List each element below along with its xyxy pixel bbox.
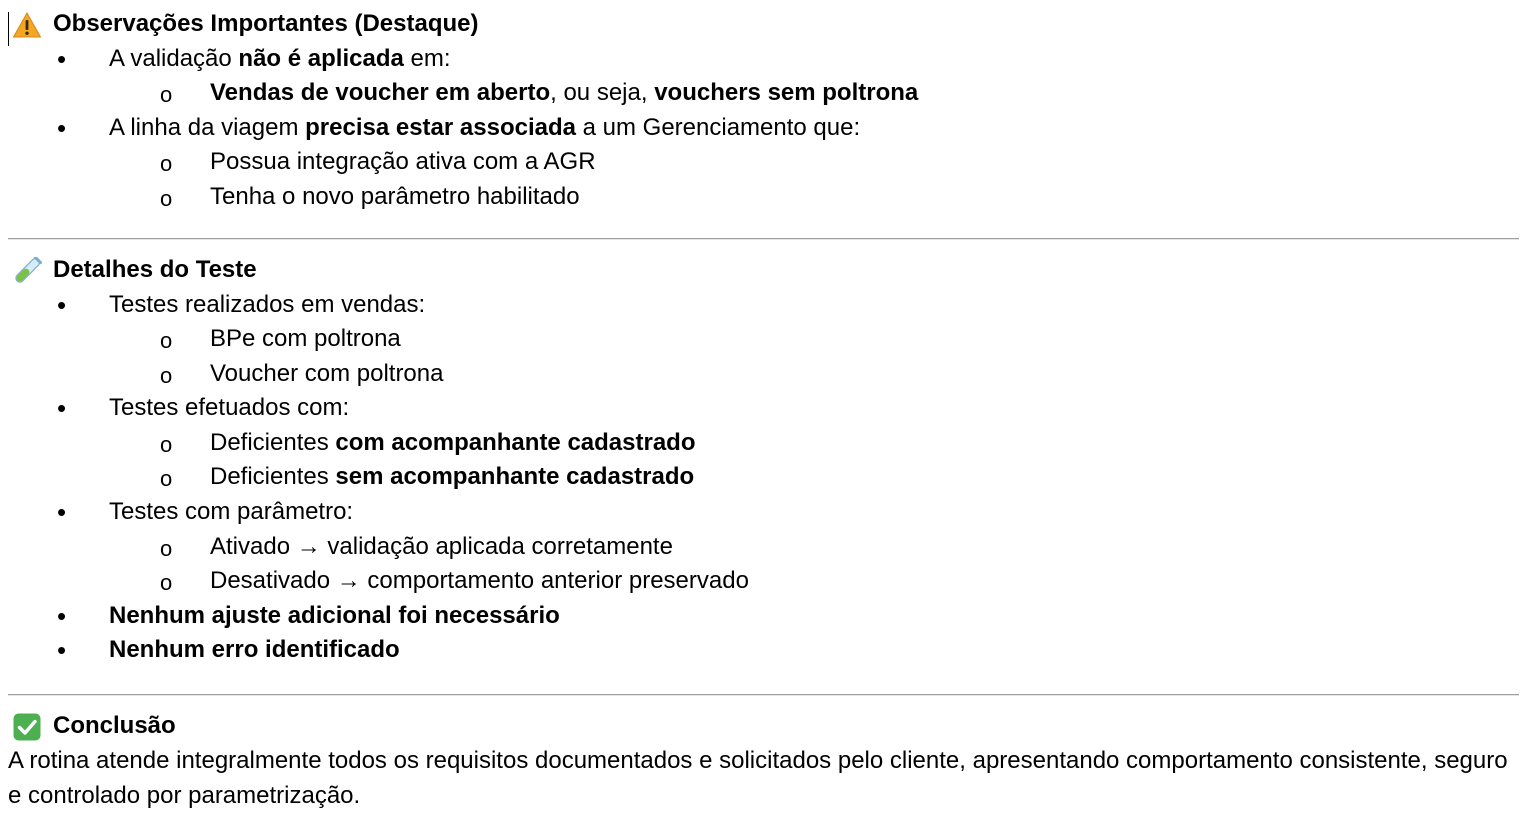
text-run: Deficientes	[210, 463, 336, 491]
section-conclusao	[0, 709, 1529, 809]
horizontal-rule	[8, 694, 1519, 696]
list-item-text	[109, 391, 349, 426]
bold-text-run: vouchers sem poltrona	[654, 79, 919, 107]
sub-list-item	[0, 76, 1529, 111]
bullet-marker: •	[57, 497, 67, 528]
bullet-marker: •	[57, 112, 67, 143]
list-item-text	[210, 145, 596, 180]
text-run: a um Gerenciamento que:	[575, 113, 861, 141]
sub-bullet-marker: o	[160, 362, 173, 388]
bullet-marker: •	[57, 600, 67, 631]
text-run: Desativado → comportamento anterior preservado	[210, 567, 749, 595]
sub-bullet-marker: o	[160, 151, 173, 177]
warning-icon	[12, 11, 42, 39]
list-item-text	[109, 633, 400, 668]
list-item-text	[210, 530, 673, 565]
list-item-text	[210, 564, 749, 599]
sub-list-item	[0, 145, 1529, 180]
check-mark-button-icon	[12, 713, 42, 741]
bold-text-run: sem acompanhante cadastrado	[335, 463, 695, 491]
heading-conclusao-text: Conclusão	[53, 712, 176, 739]
list-item-text	[210, 76, 918, 111]
list-item-text	[109, 111, 860, 146]
list-item-text	[210, 426, 696, 461]
bullet-list-item	[0, 42, 1529, 77]
list-item-text	[109, 599, 560, 634]
bullet-marker: •	[57, 393, 67, 424]
text-run: em:	[403, 44, 451, 72]
bold-text-run: precisa estar associada	[305, 113, 576, 141]
sub-bullet-marker: o	[160, 431, 173, 457]
text-run: Voucher com poltrona	[210, 359, 444, 387]
bullet-marker: •	[57, 43, 67, 74]
sub-list-item	[0, 180, 1529, 215]
sub-list-item	[0, 322, 1529, 357]
list-item-text	[210, 460, 694, 495]
bullet-list-item	[0, 391, 1529, 426]
list-item-text	[109, 42, 451, 77]
text-run: A validação	[109, 44, 239, 72]
list-detalhes	[0, 288, 1529, 669]
heading-detalhes-text: Detalhes do Teste	[53, 256, 257, 283]
bold-text-run: Nenhum ajuste adicional foi necessário	[109, 601, 560, 629]
list-item-text	[109, 288, 425, 323]
sub-list-item	[0, 460, 1529, 495]
list-item-text	[210, 322, 401, 357]
sub-list-item	[0, 426, 1529, 461]
heading-conclusao	[0, 709, 1529, 744]
conclusion-paragraph: A rotina atende integralmente todos os requisitos documentados e solicitados pelo cliente, apresentando comportamento consistente, seguro e controlado por parametrização.	[8, 747, 1508, 809]
sub-bullet-marker: o	[160, 570, 173, 596]
sub-bullet-marker: o	[160, 466, 173, 492]
bullet-list-item	[0, 111, 1529, 146]
sub-list-item	[0, 357, 1529, 392]
text-run: Deficientes	[210, 428, 336, 456]
text-run: BPe com poltrona	[210, 325, 401, 353]
bold-text-run: Vendas de voucher em aberto	[210, 79, 551, 107]
text-run: Testes com parâmetro:	[109, 498, 354, 526]
sub-bullet-marker: o	[160, 82, 173, 108]
text-run: , ou seja,	[550, 79, 655, 107]
bullet-list-item	[0, 495, 1529, 530]
text-run: Testes efetuados com:	[109, 394, 350, 422]
sub-list-item	[0, 530, 1529, 565]
heading-observacoes	[0, 7, 1529, 42]
heading-observacoes-text: Observações Importantes (Destaque)	[53, 10, 479, 37]
list-item-text	[210, 180, 580, 215]
text-run: Possua integração ativa com a AGR	[210, 148, 596, 176]
list-observacoes	[0, 42, 1529, 215]
text-run: Testes realizados em vendas:	[109, 290, 426, 318]
heading-detalhes	[0, 253, 1529, 288]
bullet-list-item	[0, 633, 1529, 668]
bold-text-run: Nenhum erro identificado	[109, 636, 400, 664]
section-observacoes	[0, 7, 1529, 214]
bold-text-run: com acompanhante cadastrado	[335, 428, 696, 456]
bullet-marker: •	[57, 289, 67, 320]
text-run: Tenha o novo parâmetro habilitado	[210, 182, 580, 210]
horizontal-rule	[8, 238, 1519, 240]
text-run: Ativado → validação aplicada corretamente	[210, 532, 673, 560]
sub-bullet-marker: o	[160, 185, 173, 211]
bullet-marker: •	[57, 635, 67, 666]
text-run: A linha da viagem	[109, 113, 306, 141]
test-tube-icon	[12, 257, 42, 285]
bullet-list-item	[0, 599, 1529, 634]
bold-text-run: não é aplicada	[238, 44, 404, 72]
sub-list-item	[0, 564, 1529, 599]
bullet-list-item	[0, 288, 1529, 323]
sub-bullet-marker: o	[160, 535, 173, 561]
section-detalhes	[0, 253, 1529, 668]
list-item-text	[109, 495, 353, 530]
sub-bullet-marker: o	[160, 328, 173, 354]
list-item-text	[210, 357, 443, 392]
